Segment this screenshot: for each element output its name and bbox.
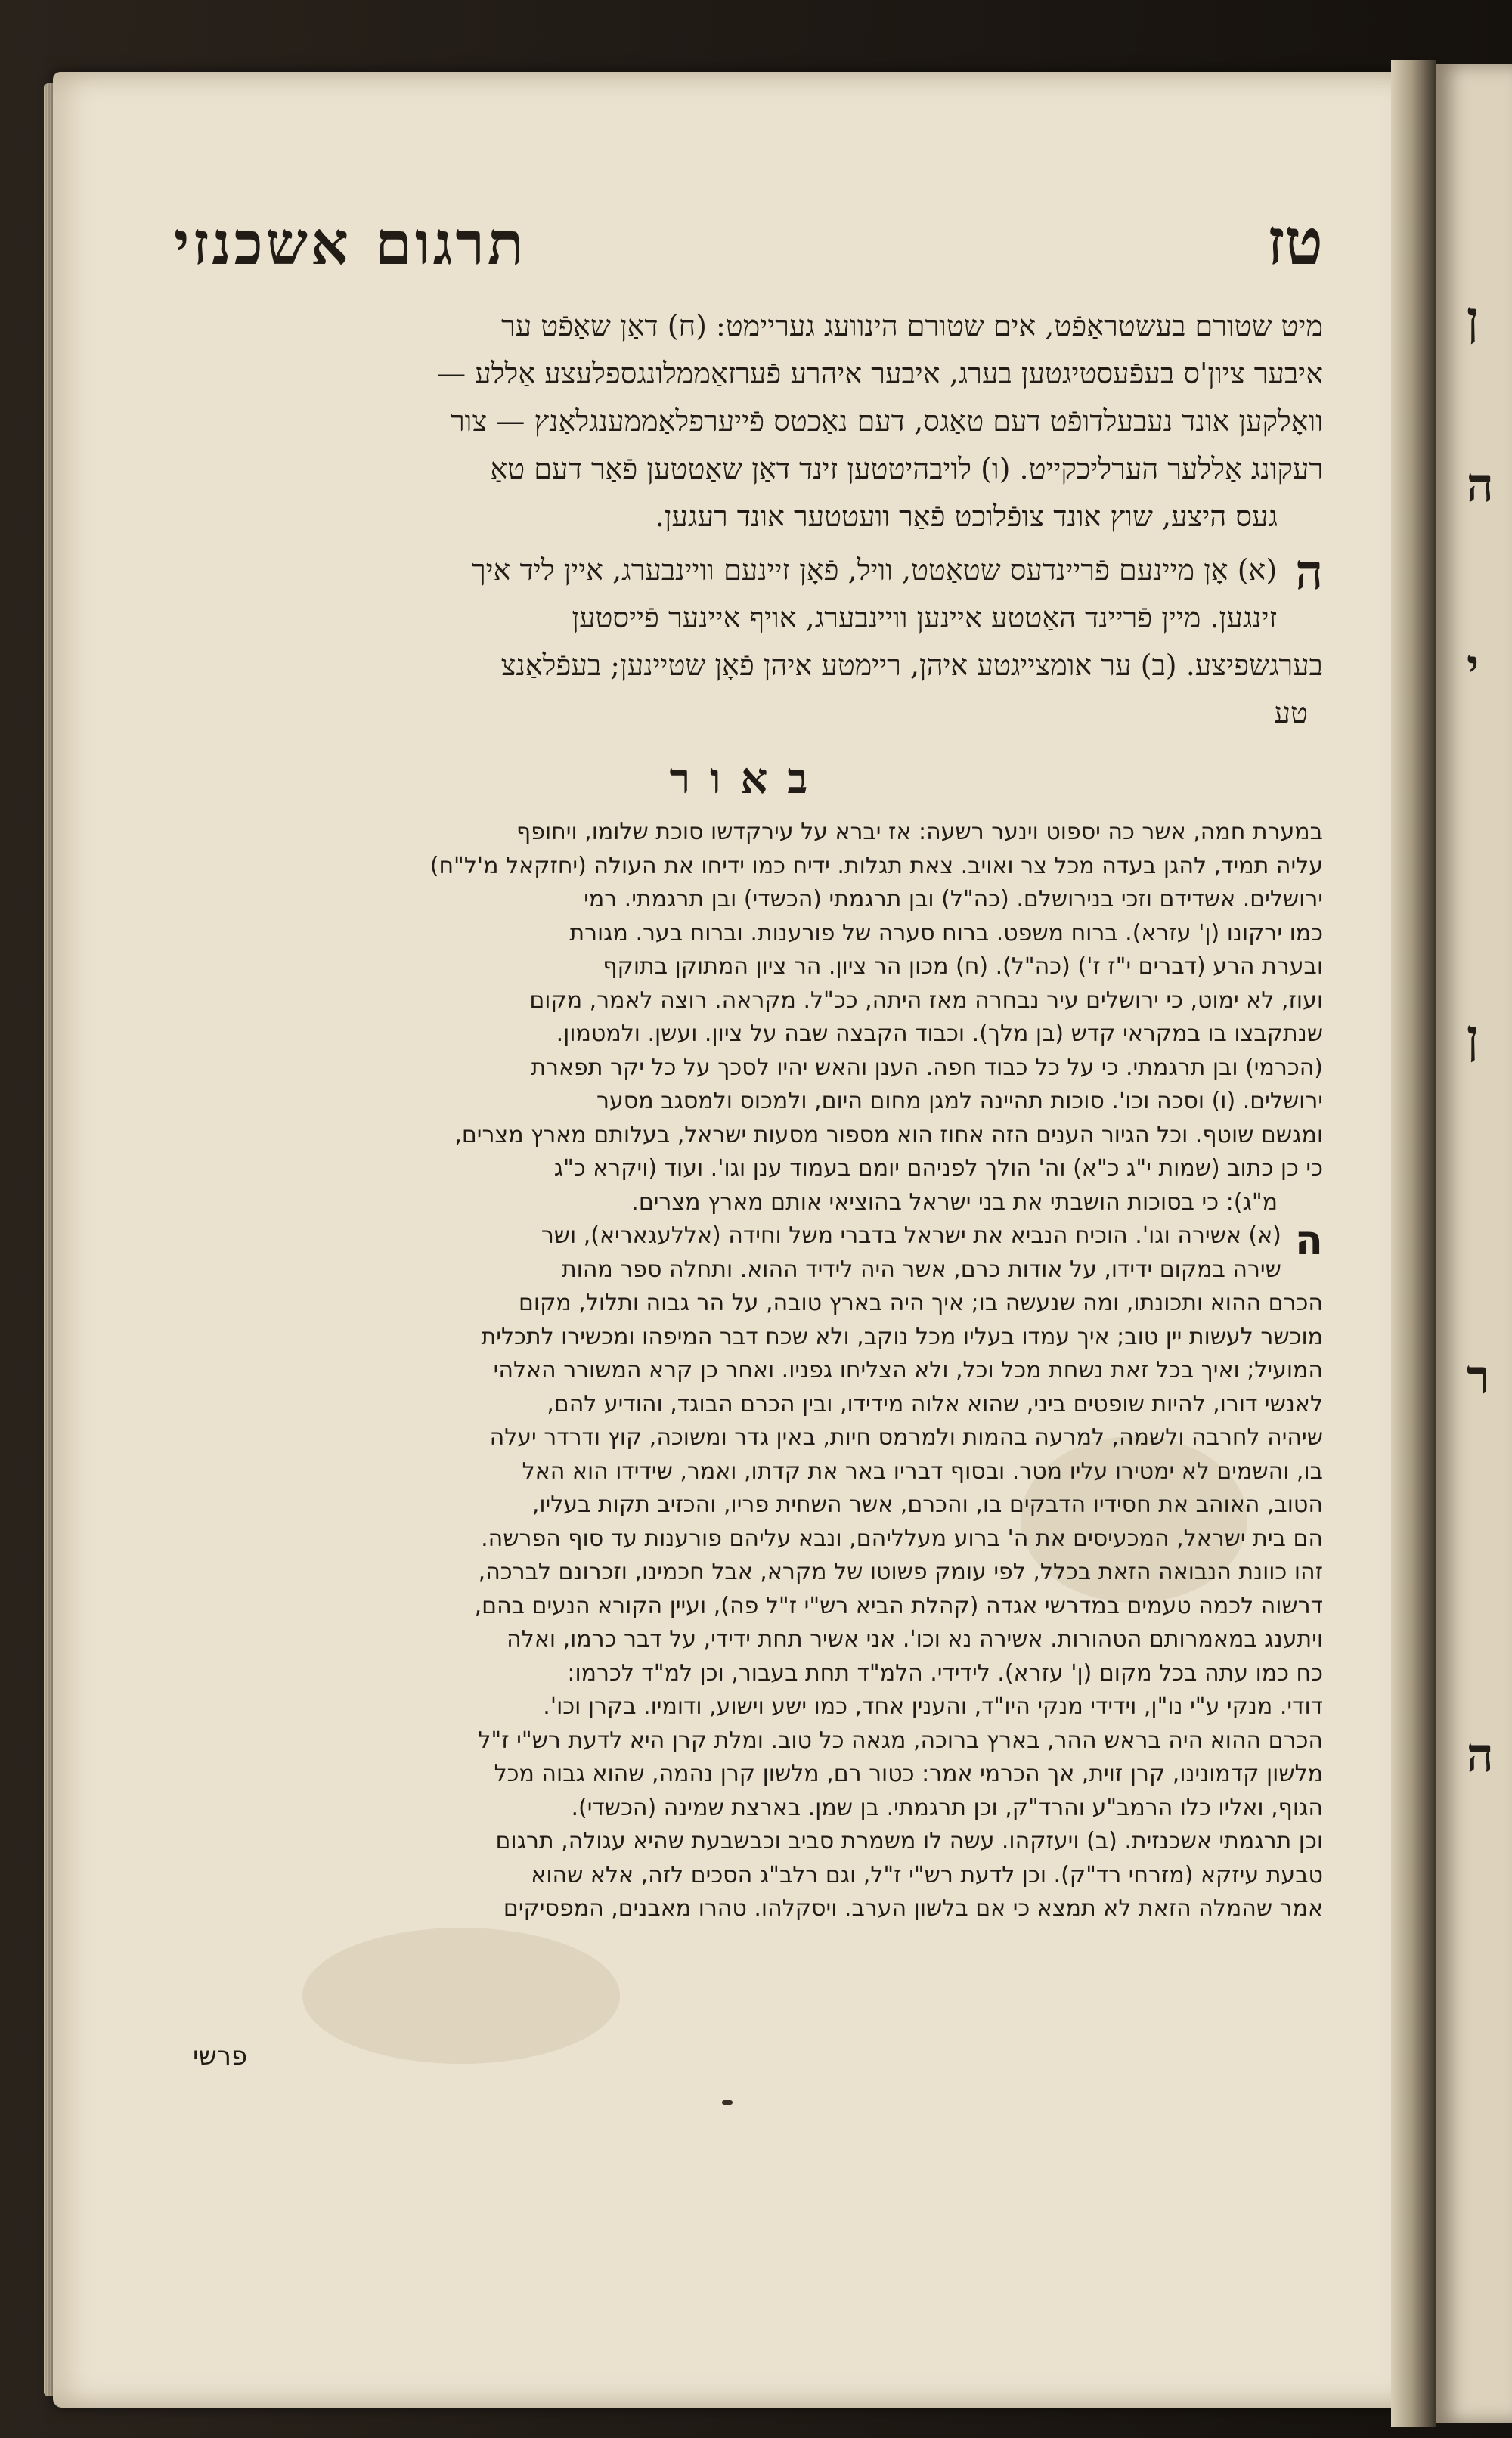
text-line: הכרם ההוא היה בראש ההר, בארץ ברוכה, מגאה כל טוב. ומלת קרן היא לדעת רש"י ז"ל [478,1727,1323,1754]
text-line: שנתקבצו בו במקראי קדש (בן מלך). וכבוד הקבצה שבה על ציון. ועשן. ולמטמון. [556,1021,1323,1047]
text-line: איבער ציון'ס בעפֿעסטיגטען בערג, איבער איהרע פֿערזאַממלונגספלעצע אַללע — [437,357,1323,390]
next-page-fragment: י [1467,639,1479,694]
folio-number: טז [1266,204,1323,279]
text-line: (הכרמי) ובן תרגמתי. כי על כל כבוד חפה. הענן והאש יהיו לסכך על כל יקר תפארת [531,1054,1323,1081]
text-line: אמר שהמלה הזאת לא תמצא כי אם בלשון הערב. ויסקלהו. טהרו מאבנים, המפסיקים [503,1895,1323,1922]
text-line: דודי. מנקי ע"י נו"ן, וידידי מנקי היו"ד, והענין אחד, כמו ישע וישוע, ודומיו. בקרן וכו'. [543,1693,1323,1720]
section-heading: באור [669,754,828,804]
text-line: שירה במקום ידידו, על אודות כרם, אשר היה לידיד ההוא. ותחלה ספר מהות [561,1256,1281,1283]
next-page-fragment: ן [1467,291,1479,346]
text-line: בערגשפיצע. (ב) ער אומצייגטע איהן, ריימטע איהן פֿאָן שטיינען; בעפֿלאַנצ [500,649,1323,682]
text-line: וכן תרגמתי אשכנזית. (ב) ויעזקהו. עשה לו משמרת סביב וכבשבעת שהיא עגולה, תרגום [495,1828,1323,1854]
text-line: המועיל; ואיך בכל זאת נשחת מכל וכל, ולא הצליחו גפניו. ואחר כן קרא המשורר האלהי [493,1357,1323,1383]
text-line: הטוב, האוהב את חסידיו הדבקים בו, והכרם, אשר השחית פריו, והכזיב תקות בעליו, [531,1492,1323,1518]
text-line: מוכשר לעשות יין טוב; איך עמדו בעליו מכל נוקב, ולא שכח דבר המיפהו ומכשירו לתכלית [481,1323,1323,1350]
text-line: כמו ירקונו (ן' עזרא). ברוח משפט. ברוח סערה של פורענות. וברוח בער. מגורת [569,919,1323,946]
text-line: עליה תמיד, להגן בעדה מכל צר ואויב. צאת תגלות. ידיח כמו ידיחו את העולה (יחזקאל מ'ל"ח) [429,852,1323,879]
text-line: ועוז, לא ימוט, כי ירושלים עיר נבחרה מאז היתה, ככ"ל. מקראה. רוצה לאמר, מקום [529,987,1323,1014]
commentary-block-1 [174,816,1323,1219]
translation-block-2 [174,544,1323,737]
page-text-area [174,204,1323,1926]
commentary-chapter-letter: ה [1294,1216,1323,1264]
text-line: מ"ג): כי בסוכות הושבתי את בני ישראל בהוציאי אותם מארץ מצרים. [631,1188,1278,1216]
text-line: וואָלקען אונד נעבעלדופֿט דעם טאַגס, דעם נאַכטס פֿייערפלאַממענגלאַנץ — צור [450,404,1323,438]
next-page-fragment: ה [1467,457,1494,513]
ink-mark [722,2100,733,2105]
text-line: כח כמו עתה בכל מקום (ן' עזרא). לידידי. הלמ"ד תחת בעבור, וכן למ"ד לכרמו: [567,1659,1323,1687]
text-line: (א) אשירה וגו'. הוכיח הנביא את ישראל בדברי משל וחידה (אללעגאריא), ושר [541,1222,1281,1249]
text-line: מלשון קדמונינו, קרן זוית, אך הכרמי אמר: כטור רם, מלשון קרן נהמה, שהוא גבוה מכל [494,1761,1323,1787]
text-line: ירושלים. (ו) וסכה וכו'. סוכות תהיינה למגן מחום היום, ולמכוס ולמסגב מסער [596,1088,1323,1114]
next-page-fragment: ה [1467,1727,1494,1783]
book-gutter [1391,60,1436,2427]
text-line: ירושלים. אשדידם וזכי בנירושלם. (כה"ל) ובן תרגמתי (הכשדי) ובן תרגמתי. רמי [584,886,1323,912]
translation-block-1 [174,302,1323,541]
text-line: שיהיה לחרבה ולשמה, למרעה בהמות ולמרמס חיות, באין גדר ומשוכה, קוץ ודרדר יעלה [489,1424,1323,1451]
text-line: ומגשם שוטף. וכל הגיור הענים הזה אחוז הוא מספור מסעות ישראל, בעלותם מארץ מצרים, [454,1121,1323,1148]
text-line: לאנשי דורו, להיות שופטים ביני, שהוא אלוה מידידו, ובין הכרם הבוגד, והודיע להם, [547,1390,1323,1417]
text-line: זהו כוונת הנבואה הזאת בכלל, לפי עומק פשוטו של מקרא, אבל חכמינו, וזכרונם לברכה, [478,1559,1323,1585]
text-line: טבעת עיזקא (מזרחי רד"ק). וכן לדעת רש"י ז"ל, וגם רלב"ג הסכים לזה, אלא שהוא [531,1861,1323,1888]
next-page-edge [1436,64,1512,2423]
text-line: במערת חמה, אשר כה יספוט וינער רשעה: אז יברא על עירקדשו סוכת שלומו, ויחופף [516,819,1323,845]
next-page-fragment: ר [1467,1349,1490,1405]
text-line: כי כן כתוב (שמות י"ג כ"א) וה' הולך לפניהם יומם בעמוד ענן וגו'. ועוד (ויקרא כ"ג [553,1155,1323,1182]
text-line: טע [1274,696,1308,730]
paper-stain [302,1928,620,2064]
catchword: פרשי [193,2041,248,2071]
running-title: תרגום אשכנזי [174,209,527,278]
text-line: דרשוה לכמה טעמים במדרשי אגדה (קהלת הביא רש"י ז"ל פה), ועיין הקורא הנעים בהם, [474,1592,1323,1619]
text-line: הכרם ההוא ותכונתו, ומה שנעשה בו; איך היה בארץ טובה, על הר גבוה ותלול, מקום [519,1290,1323,1316]
text-line: רעקונג אַללער הערליכקייט. (ו) לויבהיטטען זינד דאַן שאַטטען פֿאַר דעם טאַ [490,452,1323,485]
chapter-letter: ה [1295,544,1323,601]
text-line: ובערת הרע (דברים י"ז ז') (כה"ל). (ח) מכון הר ציון. הר ציון המתוקן בתוקף [603,953,1323,980]
next-page-fragment: ן [1467,1009,1479,1064]
text-line: מיט שטורם בעשטראַפֿט, אים שטורם הינוועג געריימט: (ח) דאַן שאַפֿט ער [501,309,1323,342]
commentary-block-2 [174,1216,1323,1926]
text-line: זינגען. מיין פֿריינד האַטטע איינען וויינבערג, אויף איינער פֿייסטען [572,601,1278,634]
text-line: געס היצע, שוץ אונד צופֿלוכט פֿאַר וועטטער אונד רעגען. [655,500,1278,533]
text-line: ויתענג במאמרותם הטהורות. אשירה נא וכו'. אני אשיר תחת ידידי, על דבר כרמו, ואלה [507,1626,1323,1653]
text-line: בו, והשמים לא ימטירו עליו מטר. ובסוף דבריו באר את קדתו, ואמר, שידידו הוא האל [522,1458,1323,1485]
text-line: (א) אָן מיינעם פֿריינדעס שטאַטט, וויל, פֿאָן זיינעם וויינבערג, איין ליד איך [471,553,1278,587]
text-line: הגוף, ואליו כלו הרמב"ע והרד"ק, וכן תרגמתי. בן שמן. בארצת שמינה (הכשדי). [571,1794,1323,1821]
page-header [174,204,1323,280]
text-line: הם בית ישראל, המכעיסים את ה' ברוע מעלליהם, ונבא עליהם פורענות עד סוף הפרשה. [481,1525,1323,1552]
